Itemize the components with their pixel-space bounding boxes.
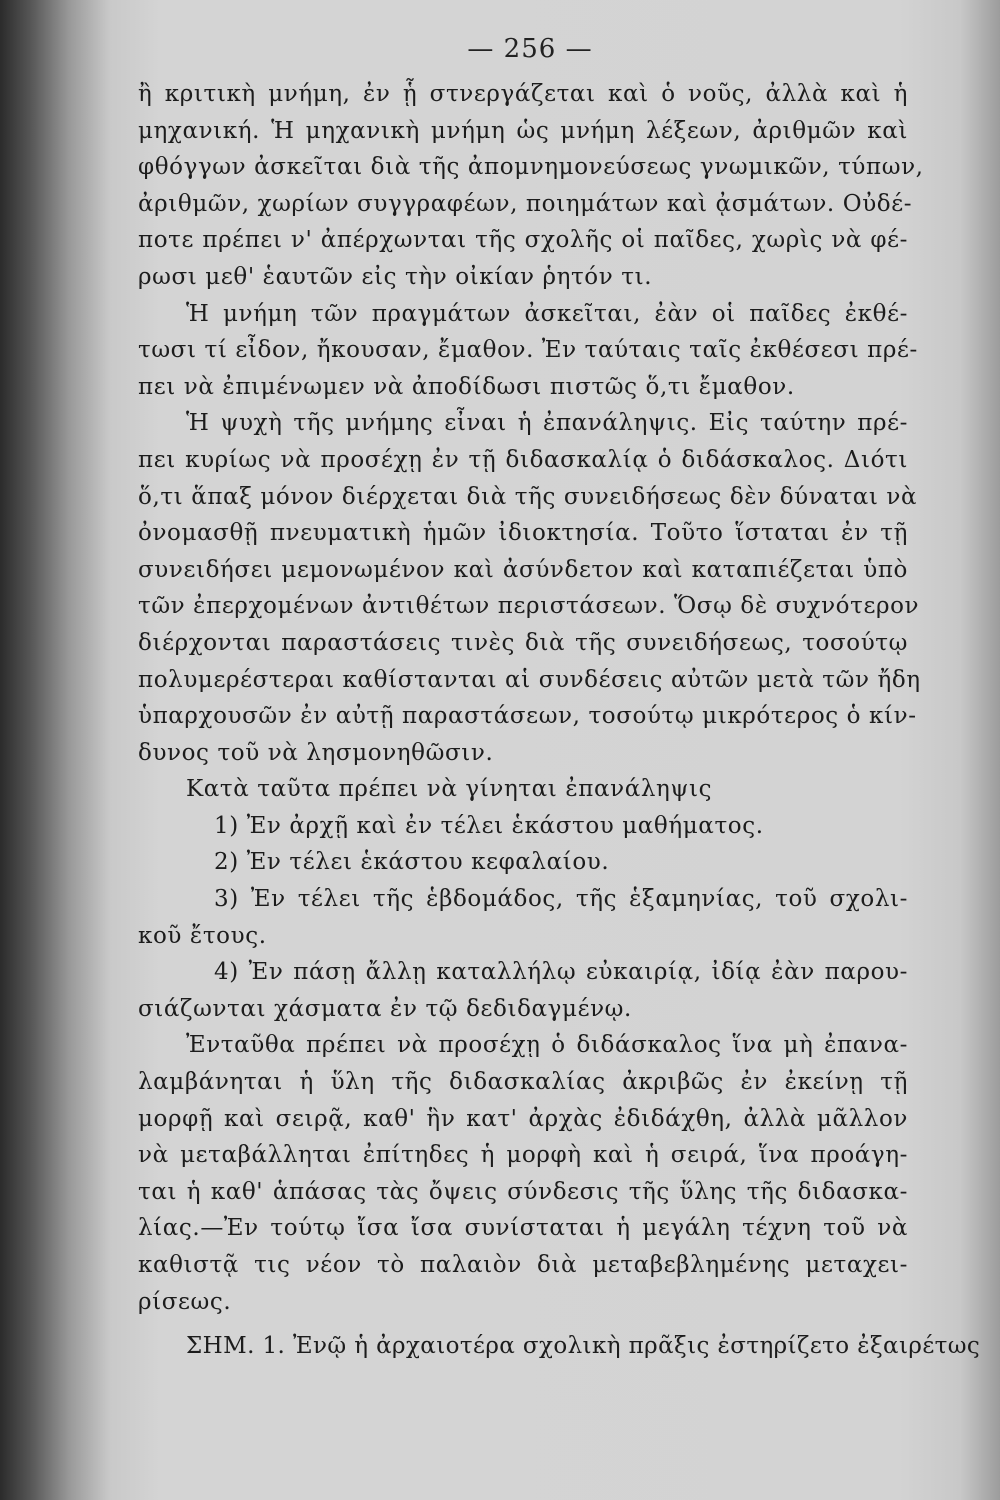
text-line: λαμβάνηται ἡ ὕλη τῆς διδασκαλίας ἀκριβῶς ἐν ἐκείνῃ τῇ [138, 1069, 908, 1096]
text-line: διέρχονται παραστάσεις τινὲς διὰ τῆς συνειδήσεως, τοσούτῳ [138, 629, 908, 656]
text-line: δυνος τοῦ νὰ λησμονηθῶσιν. [138, 739, 494, 766]
text-line: συνειδήσει μεμονωμένον καὶ ἀσύνδετον καὶ καταπιέζεται ὑπὸ [138, 556, 908, 583]
list-item: 3) Ἐν τέλει τῆς ἑβδομάδος, τῆς ἑξαμηνίας, τοῦ σχολι- [214, 886, 908, 913]
text-line: ὅ,τι ἅπαξ μόνον διέρχεται διὰ τῆς συνειδήσεως δὲν δύναται νὰ [138, 483, 918, 510]
text-line: ται ἡ καθ' ἁπάσας τὰς ὄψεις σύνδεσις τῆς ὕλης τῆς διδασκα- [138, 1178, 908, 1205]
text-line: λίας.—Ἐν τούτῳ ἴσα ἴσα συνίσταται ἡ μεγάλη τέχνη τοῦ νὰ [138, 1215, 908, 1242]
text-line: ποτε πρέπει ν' ἀπέρχωνται τῆς σχολῆς οἱ παῖδες, χωρὶς νὰ φέ- [138, 227, 908, 254]
spacer [138, 1320, 908, 1328]
text-line: ὀνομασθῇ πνευματικὴ ἡμῶν ἰδιοκτησία. Τοῦτο ἵσταται ἐν τῇ [138, 520, 908, 547]
numbered-list [138, 808, 908, 1028]
text-line: καθιστᾷ τις νέον τὸ παλαιὸν διὰ μεταβεβλημένης μεταχει- [138, 1252, 908, 1278]
text-line: πολυμερέστεραι καθίστανται αἱ συνδέσεις αὐτῶν μετὰ τῶν ἤδη [138, 666, 921, 693]
text-line: ρωσι μεθ' ἑαυτῶν εἰς τὴν οἰκίαν ῥητόν τι. [138, 263, 653, 290]
paragraph [138, 405, 921, 771]
body-text [138, 76, 981, 1365]
list-item: 2) Ἐν τέλει ἑκάστου κεφαλαίου. [214, 849, 610, 876]
text-line: Ἐνταῦθα πρέπει νὰ προσέχῃ ὁ διδάσκαλος ἵνα μὴ ἐπανα- [186, 1032, 908, 1059]
page-number: — 256 — [467, 34, 593, 64]
text-line: ἀριθμῶν, χωρίων συγγραφέων, ποιημάτων καὶ ᾀσμάτων. Οὐδέ- [138, 190, 913, 217]
paragraph [138, 1027, 908, 1320]
paragraph [138, 296, 918, 406]
text-line: Ἡ μνήμη τῶν πραγμάτων ἀσκεῖται, ἐὰν οἱ παῖδες ἐκθέ- [186, 300, 908, 327]
text-line: τῶν ἐπερχομένων ἀντιθέτων περιστάσεων. Ὅσῳ δὲ συχνότερον [138, 593, 920, 620]
list-item-continuation: κοῦ ἔτους. [138, 922, 267, 949]
list-item-continuation: σιάζωνται χάσματα ἐν τῷ δεδιδαγμένῳ. [138, 995, 632, 1022]
text-line: ἢ κριτικὴ μνήμη, ἐν ᾗ στνεργάζεται καὶ ὁ νοῦς, ἀλλὰ καὶ ἡ [138, 81, 908, 107]
text-line: μορφῇ καὶ σειρᾷ, καθ' ἣν κατ' ἀρχὰς ἐδιδάχθη, ἀλλὰ μᾶλλον [138, 1105, 908, 1132]
text-line: πει νὰ ἐπιμένωμεν νὰ ἀποδίδωσι πιστῶς ὅ,τι ἔμαθον. [138, 373, 795, 400]
footnote [138, 1328, 981, 1365]
paragraph [138, 76, 924, 296]
text-line: ὑπαρχουσῶν ἐν αὐτῇ παραστάσεων, τοσούτῳ μικρότερος ὁ κίν- [138, 703, 917, 730]
text-line: Κατὰ ταῦτα πρέπει νὰ γίνηται ἐπανάληψις [186, 776, 713, 803]
text-line: μηχανική. Ἡ μηχανικὴ μνήμη ὡς μνήμη λέξεων, ἀριθμῶν καὶ [138, 117, 908, 144]
note-line: ΣΗΜ. 1. Ἐνῷ ἡ ἀρχαιοτέρα σχολικὴ πρᾶξις ἐστηρίζετο ἐξαιρέτως [186, 1333, 981, 1360]
list-item: 1) Ἐν ἀρχῇ καὶ ἐν τέλει ἑκάστου μαθήματος. [214, 812, 764, 839]
text-line: Ἡ ψυχὴ τῆς μνήμης εἶναι ἡ ἐπανάληψις. Εἰς ταύτην πρέ- [186, 410, 908, 437]
text-line: φθόγγων ἀσκεῖται διὰ τῆς ἀπομνημονεύσεως γνωμικῶν, τύπων, [138, 154, 924, 181]
text-line: τωσι τί εἶδον, ἤκουσαν, ἔμαθον. Ἐν ταύταις ταῖς ἐκθέσεσι πρέ- [138, 337, 918, 364]
text-line: πει κυρίως νὰ προσέχῃ ἐν τῇ διδασκαλίᾳ ὁ διδάσκαλος. Διότι [138, 446, 908, 473]
text-line: ρίσεως. [138, 1288, 232, 1315]
list-item: 4) Ἐν πάσῃ ἄλλῃ καταλλήλῳ εὐκαιρίᾳ, ἰδίᾳ ἐὰν παρου- [214, 959, 908, 986]
text-line: νὰ μεταβάλληται ἐπίτηδες ἡ μορφὴ καὶ ἡ σειρά, ἵνα προάγη- [138, 1142, 908, 1169]
paragraph [138, 771, 908, 808]
